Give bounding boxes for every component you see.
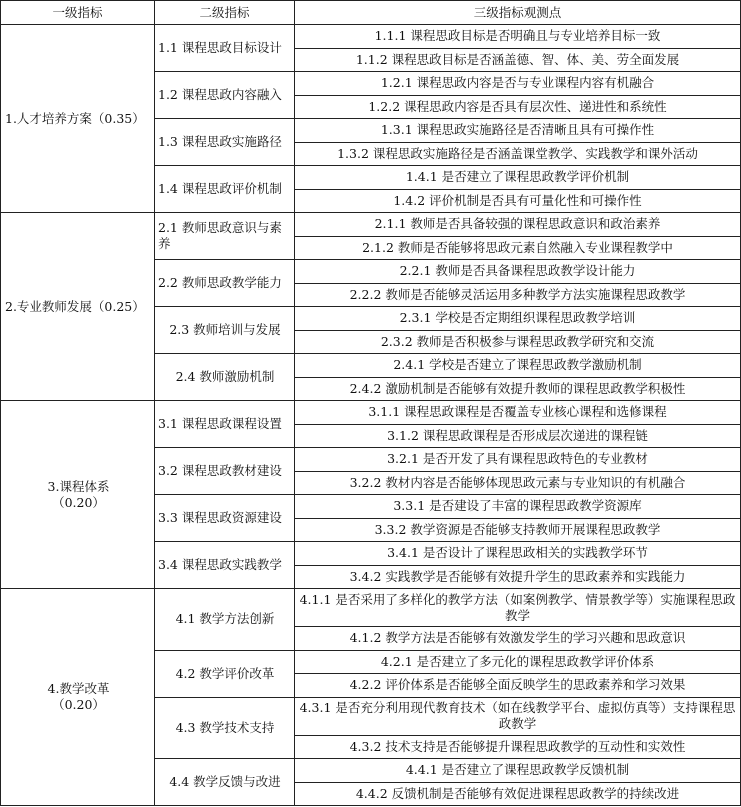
level3-observation-point: 2.2.2 教师是否能够灵活运用多种教学方法实施课程思政教学 — [295, 283, 741, 307]
level3-observation-point: 4.4.2 反馈机制是否能够有效促进课程思政教学的持续改进 — [295, 782, 741, 806]
level1-indicator: 1.人才培养方案（0.35） — [1, 25, 155, 213]
level3-observation-point: 2.1.1 教师是否具备较强的课程思政意识和政治素养 — [295, 213, 741, 237]
level3-observation-point: 4.3.2 技术支持是否能够提升课程思政教学的互动性和实效性 — [295, 735, 741, 759]
level2-indicator: 4.1 教学方法创新 — [155, 589, 295, 651]
level3-observation-point: 2.4.2 激励机制是否能够有效提升教师的课程思政教学积极性 — [295, 377, 741, 401]
level3-observation-point: 2.3.1 学校是否定期组织课程思政教学培训 — [295, 307, 741, 331]
table-row — [1, 589, 741, 627]
level3-observation-point: 1.4.1 是否建立了课程思政教学评价机制 — [295, 166, 741, 190]
level3-observation-point: 3.2.1 是否开发了具有课程思政特色的专业教材 — [295, 448, 741, 472]
level3-observation-point: 2.1.2 教师是否能够将思政元素自然融入专业课程教学中 — [295, 236, 741, 260]
header-level2: 二级指标 — [155, 1, 295, 25]
level2-indicator: 3.4 课程思政实践教学 — [155, 542, 295, 589]
table-body — [1, 25, 741, 806]
level3-observation-point: 4.4.1 是否建立了课程思政教学反馈机制 — [295, 759, 741, 783]
level3-observation-point: 3.3.1 是否建设了丰富的课程思政教学资源库 — [295, 495, 741, 519]
header-level3: 三级指标观测点 — [295, 1, 741, 25]
level3-observation-point: 1.2.2 课程思政内容是否具有层次性、递进性和系统性 — [295, 95, 741, 119]
level2-indicator: 3.3 课程思政资源建设 — [155, 495, 295, 542]
table-row — [1, 213, 741, 237]
level3-observation-point: 4.1.2 教学方法是否能够有效激发学生的学习兴趣和思政意识 — [295, 627, 741, 651]
level2-indicator: 1.4 课程思政评价机制 — [155, 166, 295, 213]
level2-indicator: 2.2 教师思政教学能力 — [155, 260, 295, 307]
level3-observation-point: 4.2.1 是否建立了多元化的课程思政教学评价体系 — [295, 650, 741, 674]
header-row — [1, 1, 741, 25]
level2-indicator: 3.2 课程思政教材建设 — [155, 448, 295, 495]
level3-observation-point: 1.3.1 课程思政实施路径是否清晰且具有可操作性 — [295, 119, 741, 143]
level3-observation-point: 1.4.2 评价机制是否具有可量化性和可操作性 — [295, 189, 741, 213]
level3-observation-point: 4.1.1 是否采用了多样化的教学方法（如案例教学、情景教学等）实施课程思政教学 — [295, 589, 741, 627]
level3-observation-point: 2.2.1 教师是否具备课程思政教学设计能力 — [295, 260, 741, 284]
level3-observation-point: 4.2.2 评价体系是否能够全面反映学生的思政素养和学习效果 — [295, 674, 741, 698]
level1-indicator: 2.专业教师发展（0.25） — [1, 213, 155, 401]
level3-observation-point: 1.1.2 课程思政目标是否涵盖德、智、体、美、劳全面发展 — [295, 48, 741, 72]
level2-indicator: 1.3 课程思政实施路径 — [155, 119, 295, 166]
level1-indicator: 4.教学改革 （0.20） — [1, 589, 155, 806]
level2-indicator: 1.1 课程思政目标设计 — [155, 25, 295, 72]
header-level1: 一级指标 — [1, 1, 155, 25]
level3-observation-point: 3.3.2 教学资源是否能够支持教师开展课程思政教学 — [295, 518, 741, 542]
level2-indicator: 2.3 教师培训与发展 — [155, 307, 295, 354]
level3-observation-point: 2.3.2 教师是否积极参与课程思政教学研究和交流 — [295, 330, 741, 354]
level2-indicator: 4.4 教学反馈与改进 — [155, 759, 295, 806]
level3-observation-point: 2.4.1 学校是否建立了课程思政教学激励机制 — [295, 354, 741, 378]
level2-indicator: 2.1 教师思政意识与素养 — [155, 213, 295, 260]
level3-observation-point: 3.2.2 教材内容是否能够体现思政元素与专业知识的有机融合 — [295, 471, 741, 495]
level2-indicator: 4.3 教学技术支持 — [155, 697, 295, 759]
level3-observation-point: 1.3.2 课程思政实施路径是否涵盖课堂教学、实践教学和课外活动 — [295, 142, 741, 166]
level3-observation-point: 4.3.1 是否充分利用现代教育技术（如在线教学平台、虚拟仿真等）支持课程思政教学 — [295, 697, 741, 735]
level3-observation-point: 3.4.2 实践教学是否能够有效提升学生的思政素养和实践能力 — [295, 565, 741, 589]
level3-observation-point: 1.1.1 课程思政目标是否明确且与专业培养目标一致 — [295, 25, 741, 49]
level3-observation-point: 3.4.1 是否设计了课程思政相关的实践教学环节 — [295, 542, 741, 566]
level3-observation-point: 3.1.1 课程思政课程是否覆盖专业核心课程和选修课程 — [295, 401, 741, 425]
level2-indicator: 4.2 教学评价改革 — [155, 650, 295, 697]
table-row — [1, 25, 741, 49]
level1-indicator: 3.课程体系 （0.20） — [1, 401, 155, 589]
level2-indicator: 2.4 教师激励机制 — [155, 354, 295, 401]
table-row — [1, 401, 741, 425]
level3-observation-point: 1.2.1 课程思政内容是否与专业课程内容有机融合 — [295, 72, 741, 96]
level2-indicator: 3.1 课程思政课程设置 — [155, 401, 295, 448]
level3-observation-point: 3.1.2 课程思政课程是否形成层次递进的课程链 — [295, 424, 741, 448]
level2-indicator: 1.2 课程思政内容融入 — [155, 72, 295, 119]
